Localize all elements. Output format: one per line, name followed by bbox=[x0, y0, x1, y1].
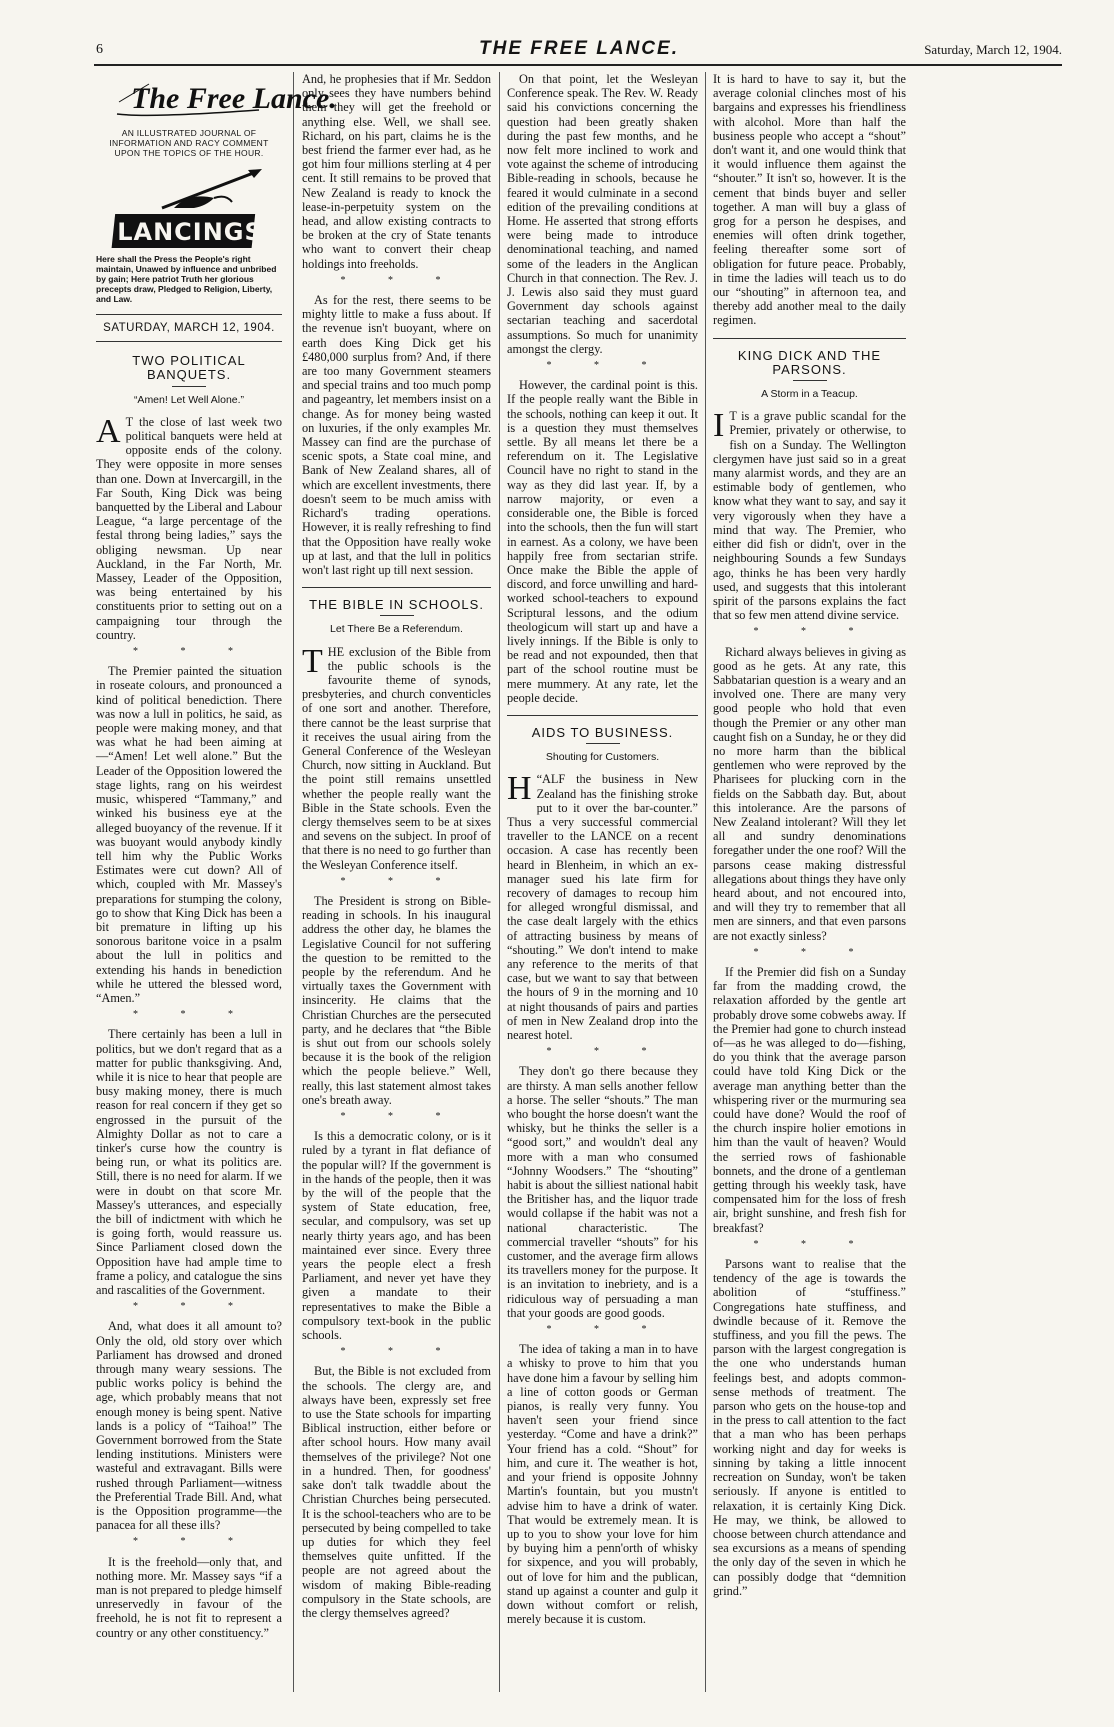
divider bbox=[793, 380, 827, 381]
paragraph: However, the cardinal point is this. If the people really want the Bible in the schools, nothing can keep it out. It is a question they must themselves settle. By all means let there be a referendum on it. The Legislative Council have no right to stand in the way as they did last year. If, by a narrow majority, or even a considerable one, the Bible is forced into the schools, then the fun will start in earnest. As a colony, we have been happily free from sectarian strife. Once make the Bible the apple of discord, and force unwilling and hard-worked school-teachers to expound Scriptural lessons, and the odium theologicum will start up and have a lively innings. If the Bible is only to be read and not expounded, then that part of the school routine must be mere mummery. At any rate, let the people decide. bbox=[507, 378, 698, 705]
paragraph: The Premier painted the situation in roseate colours, and pronounced a kind of political benediction. There was now a lull in politics, he said, as people were making money, and that was what he had been aiming at—“Amen! Let well alone.” But the Leader of the Opposition lowered the stage lights, rang on his weirdest music, whispered “Tammany,” and winked his business eye at the alleged buoyancy of the revenue. If it was buoyant would anybody kindly tell him why the Public Works Estimates were cut down? All of which, coupled with Mr. Massey's preparations for stumping the colony, go to show that King Dick has been a bit premature in lifting up his sonorous baritone voice in a psalm about the lull in politics and extending his hands in benediction while he uttered the blessed word, “Amen.” bbox=[96, 664, 282, 1005]
subheadline: Shouting for Customers. bbox=[545, 751, 660, 764]
section-break: * * * bbox=[546, 1324, 667, 1336]
masthead bbox=[96, 74, 337, 304]
header-rule bbox=[94, 64, 1062, 66]
paragraph: Richard always believes in giving as good as he gets. At any rate, this Sabbatarian question is a weary and an involved one. There are many very good people who hold that even though the Premier or any other man caught fish on a Sunday, he or they did no more harm than the biblical gentlemen who were reproved by the Pharisees for plucking corn in the fields on the Sabbath day. But, about this intolerance. Are the parsons of New Zealand intolerant? Will they let all and sundry denominations foregather under the one roof? Will the parsons cease making distressful allegations about things they have only heard about, and not encoured into, and will they try to remember that all men are sinners, and that even parsons are not exactly sinless? bbox=[713, 644, 906, 943]
column-1 bbox=[96, 72, 337, 1641]
divider bbox=[380, 615, 414, 616]
section-break: * * * bbox=[133, 646, 253, 658]
divider bbox=[586, 743, 620, 744]
article-bible-in-schools bbox=[302, 598, 491, 1620]
running-header bbox=[96, 36, 1062, 60]
lancings-banner bbox=[114, 168, 264, 250]
paragraph: On that point, let the Wesleyan Conference speak. The Rev. W. Ready said his convictions concerning the question had been greatly shaken during the past few months, and he now felt more inclined to work and vote against the scheme of introducing Bible-reading in schools, because he feared it would culminate in a second edition of the prevailing conditions at Home. He asserted that strong efforts were being made to introduce denominational teaching, and named some of the leaders in the Anglican Church in that connection. The Rev. J. J. Lewis also said they must guard Government day schools against sectarian teaching and sacerdotal assumptions. So much for unanimity amongst the clergy. bbox=[507, 72, 698, 356]
drop-cap: H bbox=[507, 770, 532, 808]
column-3 bbox=[507, 72, 698, 1627]
masthead-tagline: AN ILLUSTRATED JOURNAL OF INFORMATION AND RACY COMMENT UPON THE TOPICS OF THE HOUR. bbox=[109, 128, 269, 158]
paragraph: There certainly has been a lull in politics, but we don't regard that as a matter for public thanksgiving. And, while it is nice to hear that people are busy making money, there is much reason for real concern if they get so engrossed in the pursuit of the Almighty Dollar as not to care a tinker's curse how the country is being run, or what its politics are. Still, there is no need for alarm. If we were in doubt on that score Mr. Massey's utterances, and especially the bill of indictment with which he is going forth, would reassure us. Since Parliament closed down the Opposition have had ample time to frame a policy, and catalogue the sins and rascalities of the Government. bbox=[96, 1027, 282, 1297]
article-aids-to-business bbox=[507, 726, 698, 1626]
section-break: * * * bbox=[546, 1046, 667, 1058]
headline: AIDS TO BUSINESS. bbox=[531, 724, 674, 740]
section-break: * * * bbox=[133, 1301, 253, 1313]
publication-title: THE FREE LANCE. bbox=[479, 38, 679, 59]
column-rule bbox=[705, 72, 706, 1692]
article-two-political-banquets bbox=[96, 354, 282, 1640]
headline: TWO POLITICAL BANQUETS. bbox=[132, 353, 246, 383]
paragraph: It is the freehold—only that, and nothing more. Mr. Massey says “if a man is not prepared to pledge himself unreservedly in favour of the freehold, he is not fit to represent a country or any other constituency.” bbox=[96, 1554, 282, 1640]
paragraph: They don't go there because they are thirsty. A man sells another fellow a horse. The seller “shouts.” The man who bought the horse doesn't want the whisky, but he thinks the seller is a “good sort,” and wouldn't deal any more with a man who consumed “Johnny Woodsers.” The “shouting” habit is about the silliest national habit the Britisher has, and the liquor trade would collapse if the habit was not a national characteristic. The commercial traveller “shouts” for his customer, and the average firm allows its travellers money for the purpose. It is an invitation to inebriety, and is a ridiculous way of persuading a man that your goods are good goods. bbox=[507, 1064, 698, 1320]
section-break: * * * bbox=[340, 875, 461, 887]
paragraph: “ALF the business in New Zealand has the finishing stroke put to it over the bar-counter.” Thus a very successful commercial traveller to the LANCE on a recent occasion. A case has recently been heard in Blenheim, in which an ex-manager sued his late firm for recovery of damages to recoup him for alleged wrongful dismissal, and the case dealt largely with the ethics of attracting business by means of “shouting.” We don't intend to make any reference to the merits of that case, but we want to say that between the hours of 9 in the morning and 10 at night thousands of pairs and parties of men in New Zealand drop into the nearest hotel. bbox=[507, 772, 698, 1042]
column-2 bbox=[302, 72, 491, 1621]
paragraph: It is hard to have to say it, but the average colonial clinches most of his bargains and expresses his friendliness with alcohol. More than half the business people who accept a “shout” don't want it, and one would think that it would influence them against the “shouter.” It isn't so, however. It is the cement that binds buyer and seller together. A man will buy a glass of grog for a person he despises, and enemies will often drink together, feeling thereafter some sort of obligation for future peace. Probably, in time the ladies will teach us to do our “shouting” in afternoon tea, and thereby add another meal to the daily regimen. bbox=[713, 72, 906, 328]
section-break: * * * bbox=[133, 1536, 253, 1548]
paragraph: And, he prophesies that if Mr. Seddon only sees they have numbers behind them they will get the freehold or anything else. Well, we shall see. Richard, on his part, claims he is the best friend the farmer ever had, as he got him four millions sterling at 4 per cent. It still remains to be proved that New Zealand is ready to knock the lease-in-perpetuity system on the head, and allow existing contracts to be broken at the cry of State tenants who want to convert their cheap holdings into freeholds. bbox=[302, 72, 491, 271]
paragraph: T the close of last week two political banquets were held at opposite ends of the colony. They were opposite in more senses than one. Down at Invercargill, in the Far South, King Dick was being banquetted by the Liberal and Labour League, “a large percentage of the festal throng being ladies,” says the obliging newsman. Up near Auckland, in the Far North, Mr. Massey, Leader of the Opposition, was being entertained by his constituents prior to setting out on a campaigning tour through the country. bbox=[96, 414, 282, 642]
logo-text: The Free Lance. bbox=[131, 82, 337, 115]
masthead-motto: Here shall the Press the People's right maintain, Unawed by influence and unbribed by gain; Here patriot Truth her glorious precepts draw, Pledged to Religion, Liberty, and Law. bbox=[96, 254, 277, 304]
column-4 bbox=[713, 72, 906, 1599]
paragraph: And, what does it all amount to? Only the old, old story over which Parliament has drowsed and droned through many weary sessions. The public works policy is behind the age, which probably means that not enough money is being spent. Native lands is a policy of “Taihoa!” The Government borrowed from the State lending institutions. Ministers were wasteful and extravagant. Bills were rushed through Parliament—witness the Preferential Trade Bill. And, what is the Opposition programme—the panacea for all these ills? bbox=[96, 1319, 282, 1533]
banner-text: LANCINGS bbox=[117, 218, 263, 246]
paragraph: HE exclusion of the Bible from the public schools is the favourite theme of synods, presbyteries, and church conventicles of one sort and another. Therefore, there cannot be the least surprise that it receives the usual airing from the General Conference of the Wesleyan Church, now sitting in Auckland. But the point still remains unsettled whether the people really want the Bible in the State schools. Even the clergy themselves seem to be at sixes and sevens on the subject. In proof of that there is no need to go further than the Wesleyan Conference itself. bbox=[302, 644, 491, 872]
paragraph: But, the Bible is not excluded from the schools. The clergy are, and always have been, expressly set free to use the State schools for imparting Biblical instruction, either before or after school hours. How many avail themselves of the privilege? Not one in a hundred. Then, for goodness' sake don't talk twaddle about the Christian Churches being persecuted. It is the school-teachers who are to be persecuted by being compelled to take up duties for which they feel themselves quite unfitted. If the people are not agreed about the wisdom of making Bible-reading compulsory in the State schools, are the clergy themselves agreed? bbox=[302, 1364, 491, 1620]
free-lance-logo bbox=[109, 74, 337, 124]
paragraph: If the Premier did fish on a Sunday far from the madding crowd, the relaxation afforded by the gentle art probably drove some cobwebs away. If the Premier had gone to church instead of—as he was alleged to do—fishing, do you think that the average parson could have told King Dick or the average man anything better than the whispering river or the murmuring sea could have done? Would the roof of the church inspire holier emotions in him than the vault of heaven? Would the serried rows of fashionable bonnets, and the drone of a gentleman getting through his weekly task, have compensated him for the loss of fresh air, bright sunshine, and fresh fish for breakfast? bbox=[713, 964, 906, 1235]
divider bbox=[172, 386, 206, 387]
section-break: * * * bbox=[340, 1346, 461, 1358]
dateline: SATURDAY, MARCH 12, 1904. bbox=[96, 314, 282, 342]
column-rule bbox=[499, 72, 500, 1692]
page-number: 6 bbox=[96, 42, 103, 57]
drop-cap: A bbox=[96, 412, 121, 450]
column-rule bbox=[293, 72, 294, 1692]
headline: THE BIBLE IN SCHOOLS. bbox=[309, 597, 484, 613]
section-break: * * * bbox=[753, 1238, 874, 1250]
section-break: * * * bbox=[340, 1111, 461, 1123]
subheadline: A Storm in a Teacup. bbox=[761, 388, 858, 401]
paragraph: The President is strong on Bible-reading in schools. In his inaugural address the other day, he blames the Legislative Council for not suffering the question to be remitted to the people by the referendum. And he virtually taxes the Government with insincerity. He claims that the Christian Churches are the persecuted party, and he declares that “the Bible is shut out from our schools solely because it is the book of the religion which the people believe.” Well, really, this last statement almost takes one's breath away. bbox=[302, 893, 491, 1107]
article-separator bbox=[713, 338, 906, 339]
subheadline: Let There Be a Referendum. bbox=[330, 623, 463, 636]
paragraph: Parsons want to realise that the tendency of the age is towards the abolition of “stuffiness.” Congregations hate stuffiness, and dwindle because of it. Remove the stuffiness, and you fill the pews. The parson with the largest congregation is the one who understands human feelings best, and adopts common-sense methods of treatment. The parson who gets on the house-top and in the press to call attention to the fact that a man who has been perhaps working night and day for weeks is sinning by taking a little innocent recreation on Sunday, won't be taken seriously. If anyone is entitled to relaxation, it is certainly King Dick. He may, we think, be allowed to choose between church attendance and sea excursions as a means of spending the only day of the seven in which he can possibly dodge that “demnition grind.” bbox=[713, 1257, 906, 1598]
article-separator bbox=[302, 587, 491, 588]
issue-date: Saturday, March 12, 1904. bbox=[924, 42, 1062, 57]
paragraph: The idea of taking a man in to have a whisky to prove to him that you have done him a favour by selling him a line of cotton goods or German pianos, is really very funny. You haven't seen your friend since yesterday. “Come and have a drink?” Your friend has a cold. “Shout” for him, and cure it. The weather is hot, and your friend is opposite Johnny Martin's fountain, but you mustn't advise him to have a drink of water. That would be extremely mean. It is up to you to show your love for him by buying him a penn'orth of whisky for sixpence, and you will probably, out of love for him and the publican, stand up against a counter and gulp it down without comfort or relish, merely because it is custom. bbox=[507, 1342, 698, 1627]
article-separator bbox=[507, 715, 698, 716]
section-break: * * * bbox=[753, 626, 874, 638]
headline: KING DICK AND THE PARSONS. bbox=[737, 347, 882, 377]
subheadline: “Amen! Let Well Alone.” bbox=[133, 393, 245, 406]
section-break: * * * bbox=[753, 946, 874, 958]
paragraph: T is a grave public scandal for the Premier, privately or otherwise, to fish on a Sunday. The Wellington clergymen have just said so in a great many alarmist words, and they are an estimable body of gentlemen, who know what they want to say, and say it very vigorously when they have a mind that way. The Premier, who either did fish or didn't, over in the neighbouring Sounds a few Sundays ago, thinks he has been very hardly used, and suggests that this intolerant spirit of the parsons explains the fact that so few men attend divine service. bbox=[713, 409, 906, 623]
section-break: * * * bbox=[133, 1009, 253, 1021]
section-break: * * * bbox=[546, 360, 667, 372]
article-king-dick-and-the-parsons bbox=[713, 349, 906, 1598]
paragraph: Is this a democratic colony, or is it ruled by a tyrant in flat defiance of the popular will? If the government is in the hands of the people, then it was by the will of the people that the system of State education, free, secular, and compulsory, was set up nearly thirty years ago, and has been maintained ever since. Every three years the people elect a fresh Parliament, and never yet have they given a mandate to their representatives to make the Bible a compulsory text-book in the public schools. bbox=[302, 1129, 491, 1343]
drop-cap: I bbox=[713, 407, 725, 445]
section-break: * * * bbox=[340, 274, 461, 286]
paragraph: As for the rest, there seems to be mighty little to make a fuss about. If the revenue isn't buoyant, where on earth does King Dick get his £480,000 surplus from? And, if there are too many Government steamers and special trains and too much pomp and pageantry, let members insist on a change. As for money being wasted on luxuries, if the only examples Mr. Massey can find are the purchase of scenic spots, a State coal mine, and Bank of New Zealand shares, all of which are excellent investments, there doesn't seem to be much amiss with Richard's trading operations. However, it is really refreshing to find that the Opposition have really woke up at last, and that the lull in politics won't last right up till next session. bbox=[302, 293, 491, 577]
drop-cap: T bbox=[302, 642, 323, 680]
